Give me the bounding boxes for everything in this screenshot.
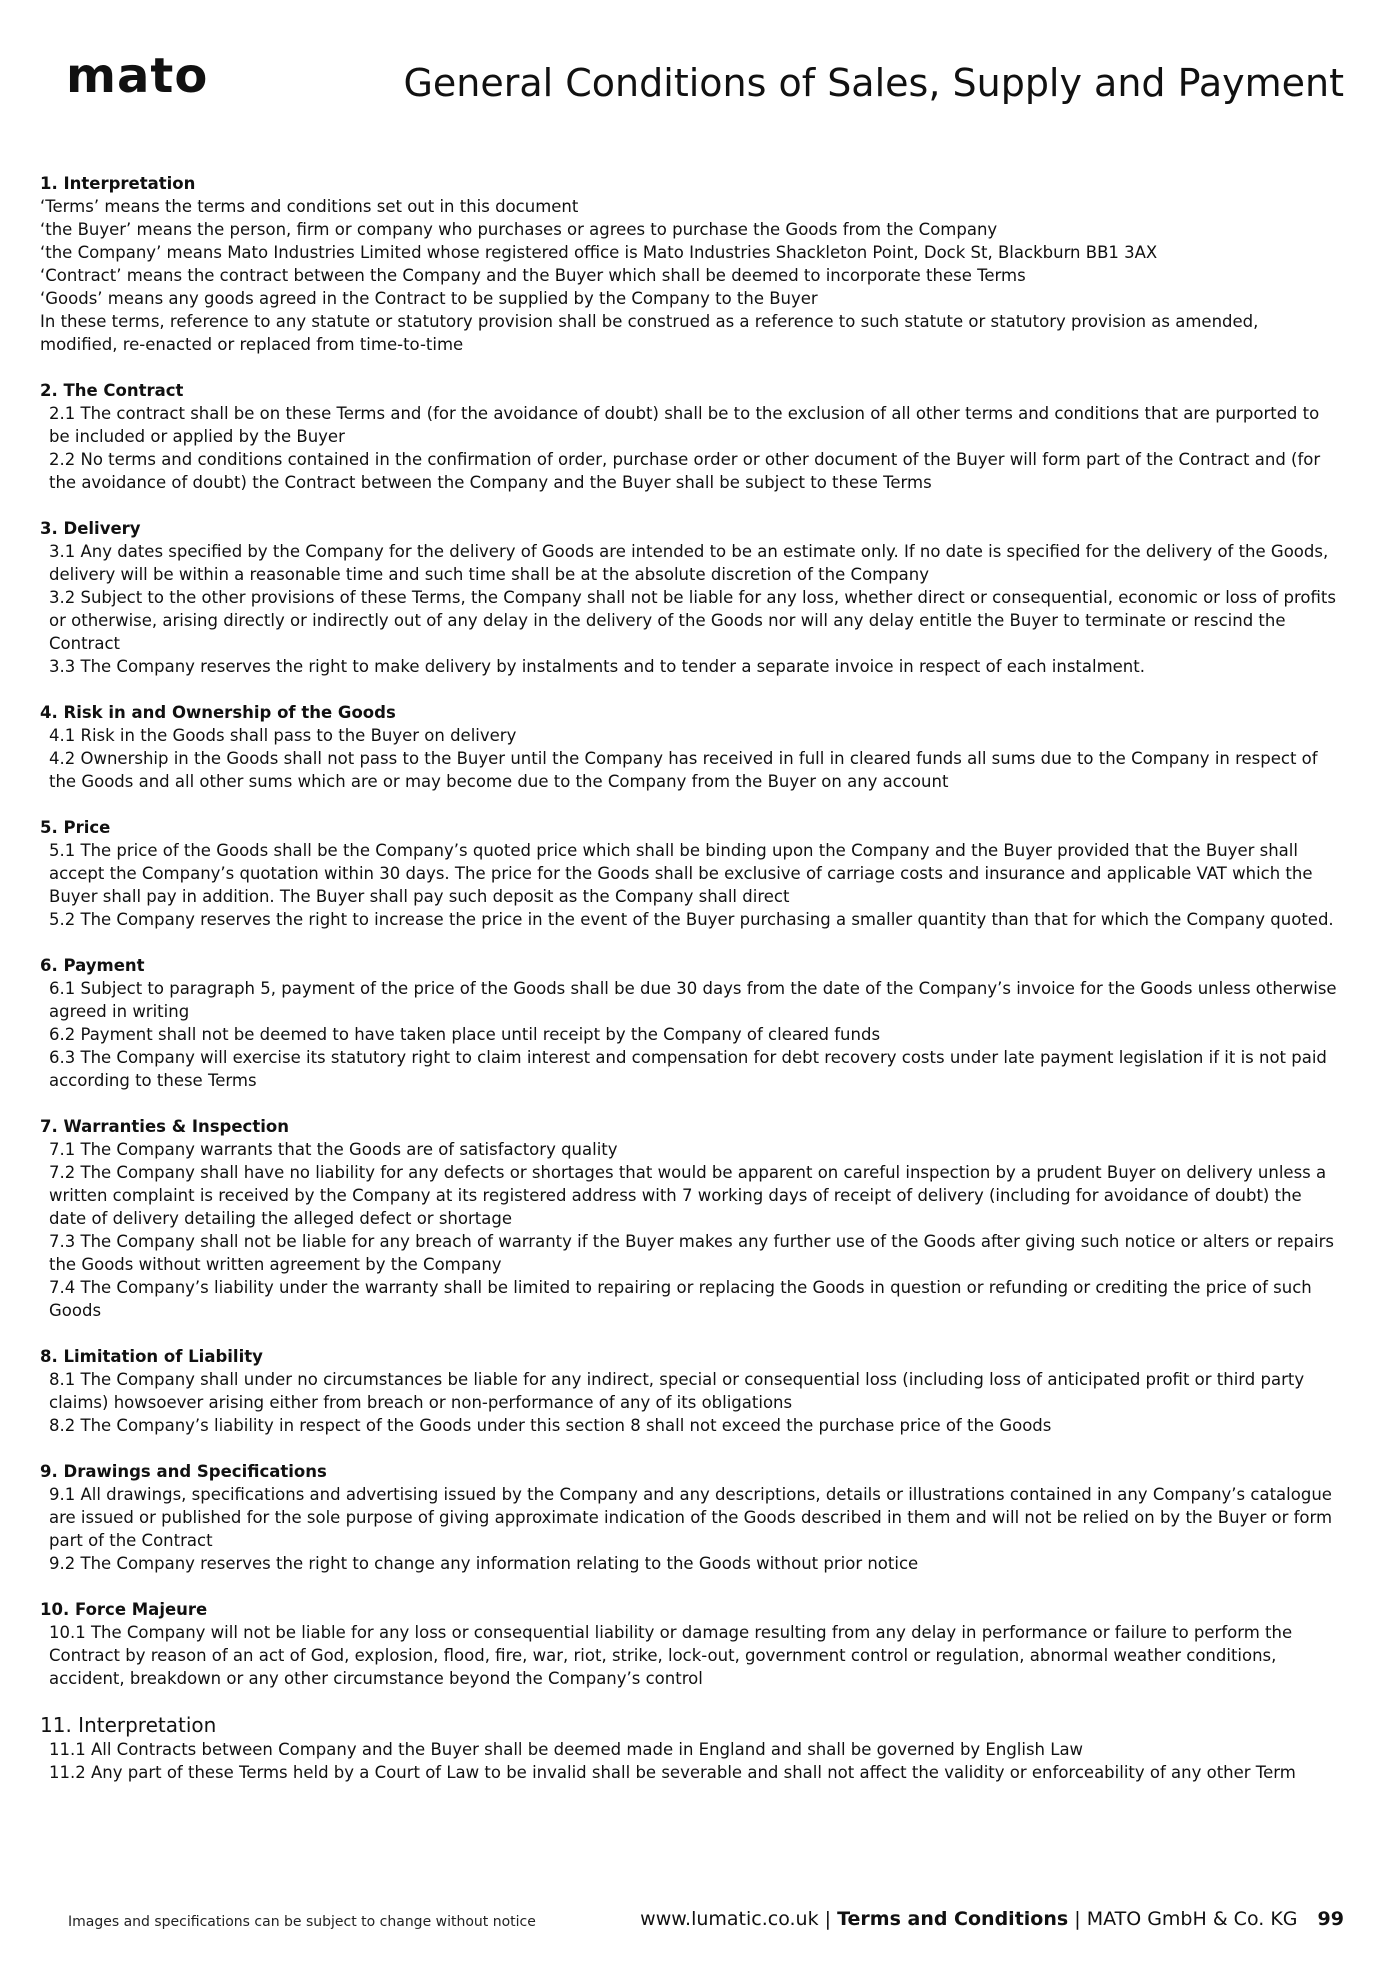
clause: 6.2 Payment shall not be deemed to have taken place until receipt by the Company of cleared funds xyxy=(49,1025,881,1044)
clause: 2.1 The contract shall be on these Terms and (for the avoidance of doubt) shall be to the exclusion of all other terms and conditions that are purported to be included or applied by the Buyer xyxy=(49,404,1320,446)
section-heading: 6. Payment xyxy=(40,956,145,975)
footer-separator: | xyxy=(824,1908,832,1930)
section-heading: 8. Limitation of Liability xyxy=(40,1347,263,1366)
clause: 7.2 The Company shall have no liability for any defects or shortages that would be apparent on careful inspection by a prudent Buyer on delivery unless a written complaint is received by the Company at its registered address with 7 working days of receipt of delivery (including for avoidance of doubt) the date of delivery detailing the alleged defect or shortage xyxy=(49,1163,1327,1228)
clause: 8.2 The Company’s liability in respect of the Goods under this section 8 shall not exceed the purchase price of the Goods xyxy=(49,1416,1052,1435)
clause: 4.2 Ownership in the Goods shall not pass to the Buyer until the Company has received in full in cleared funds all sums due to the Company in respect of the Goods and all other sums which are or may become due to the Company from the Buyer on any account xyxy=(49,749,1318,791)
clause: 3.1 Any dates specified by the Company for the delivery of Goods are intended to be an estimate only. If no date is specified for the delivery of the Goods, delivery will be within a reasonable time and such time shall be at the absolute discretion of the Company xyxy=(49,542,1329,584)
section-drawings xyxy=(40,1460,1340,1575)
footer-separator: | xyxy=(1074,1908,1081,1930)
terms-content xyxy=(40,172,1340,1807)
section-delivery xyxy=(40,517,1340,678)
clause: 8.1 The Company shall under no circumstances be liable for any indirect, special or consequential loss (including loss of anticipated profit or third party claims) howsoever arising either from breach or non-performance of any of its obligations xyxy=(49,1370,1305,1412)
page-number: 99 xyxy=(1317,1908,1344,1930)
clause: 3.2 Subject to the other provisions of these Terms, the Company shall not be liable for any loss, whether direct or consequential, economic or loss of profits or otherwise, arising directly or indirectly out of any delay in the delivery of the Goods nor will any delay entitle the Buyer to terminate or rescind the Contract xyxy=(49,588,1336,653)
section-heading: 2. The Contract xyxy=(40,381,184,400)
clause: 7.3 The Company shall not be liable for any breach of warranty if the Buyer makes any further use of the Goods after giving such notice or alters or repairs the Goods without written agreement by the Company xyxy=(49,1232,1334,1274)
definition: ‘Goods’ means any goods agreed in the Contract to be supplied by the Company to the Buyer xyxy=(40,289,818,308)
definition: In these terms, reference to any statute or statutory provision shall be construed as a reference to such statute or statutory provision as amended, modified, re-enacted or replaced from time-to-time xyxy=(40,312,1259,354)
section-payment xyxy=(40,954,1340,1092)
section-warranties xyxy=(40,1115,1340,1322)
clause: 3.3 The Company reserves the right to make delivery by instalments and to tender a separate invoice in respect of each instalment. xyxy=(49,657,1145,676)
section-price xyxy=(40,816,1340,931)
section-limitation xyxy=(40,1345,1340,1437)
footer-info xyxy=(640,1908,1344,1930)
section-interpretation xyxy=(40,172,1340,356)
section-heading: 1. Interpretation xyxy=(40,174,196,193)
clause: 11.2 Any part of these Terms held by a Court of Law to be invalid shall be severable and shall not affect the validity or enforceability of any other Term xyxy=(49,1763,1296,1782)
clause: 4.1 Risk in the Goods shall pass to the Buyer on delivery xyxy=(49,726,517,745)
footer-website: www.lumatic.co.uk xyxy=(640,1908,819,1930)
clause: 9.1 All drawings, specifications and advertising issued by the Company and any descriptions, details or illustrations contained in any Company’s catalogue are issued or published for the sole purpose of giving approximate indication of the Goods described in them and will not be relied on by the Buyer or form part of the Contract xyxy=(49,1485,1333,1550)
definition: ‘Contract’ means the contract between the Company and the Buyer which shall be deemed to incorporate these Terms xyxy=(40,266,1026,285)
section-interpretation-law xyxy=(40,1713,1340,1784)
definition: ‘Terms’ means the terms and conditions set out in this document xyxy=(40,197,579,216)
footer-company: MATO GmbH & Co. KG xyxy=(1086,1908,1298,1930)
clause: 5.1 The price of the Goods shall be the Company’s quoted price which shall be binding upon the Company and the Buyer provided that the Buyer shall accept the Company’s quotation within 30 days. The price for the Goods shall be exclusive of carriage costs and insurance and applicable VAT which the Buyer shall pay in addition. The Buyer shall pay such deposit as the Company shall direct xyxy=(49,841,1313,906)
clause: 9.2 The Company reserves the right to change any information relating to the Goods without prior notice xyxy=(49,1554,919,1573)
section-heading: 3. Delivery xyxy=(40,519,141,538)
clause: 11.1 All Contracts between Company and the Buyer shall be deemed made in England and shall be governed by English Law xyxy=(49,1740,1084,1759)
section-force-majeure xyxy=(40,1598,1340,1690)
section-heading: 9. Drawings and Specifications xyxy=(40,1462,327,1481)
footer-disclaimer: Images and specifications can be subject to change without notice xyxy=(68,1914,536,1930)
clause: 7.1 The Company warrants that the Goods are of satisfactory quality xyxy=(49,1140,618,1159)
clause: 6.3 The Company will exercise its statutory right to claim interest and compensation for debt recovery costs under late payment legislation if it is not paid according to these Terms xyxy=(49,1048,1327,1090)
section-heading: 4. Risk in and Ownership of the Goods xyxy=(40,703,396,722)
document-title: General Conditions of Sales, Supply and Payment xyxy=(403,61,1344,105)
section-heading: 10. Force Majeure xyxy=(40,1600,208,1619)
clause: 10.1 The Company will not be liable for any loss or consequential liability or damage resulting from any delay in performance or failure to perform the Contract by reason of an act of God, explosion, flood, fire, war, riot, strike, lock-out, government control or regulation, abnormal weather conditions, accident, breakdown or any other circumstance beyond the Company’s control xyxy=(49,1623,1293,1688)
clause: 6.1 Subject to paragraph 5, payment of the price of the Goods shall be due 30 days from the date of the Company’s invoice for the Goods unless otherwise agreed in writing xyxy=(49,979,1337,1021)
clause: 2.2 No terms and conditions contained in the confirmation of order, purchase order or other document of the Buyer will form part of the Contract and (for the avoidance of doubt) the Contract between the Company and the Buyer shall be subject to these Terms xyxy=(49,450,1321,492)
footer-section-name: Terms and Conditions xyxy=(837,1908,1069,1930)
definition: ‘the Buyer’ means the person, firm or company who purchases or agrees to purchase the Goods from the Company xyxy=(40,220,998,239)
definition: ‘the Company’ means Mato Industries Limited whose registered office is Mato Industries Shackleton Point, Dock St, Blackburn BB1 3AX xyxy=(40,243,1158,262)
section-heading: 7. Warranties & Inspection xyxy=(40,1117,289,1136)
section-heading: 11. Interpretation xyxy=(40,1713,217,1737)
section-the-contract xyxy=(40,379,1340,494)
clause: 7.4 The Company’s liability under the warranty shall be limited to repairing or replacing the Goods in question or refunding or crediting the price of such Goods xyxy=(49,1278,1312,1320)
clause: 5.2 The Company reserves the right to increase the price in the event of the Buyer purchasing a smaller quantity than that for which the Company quoted. xyxy=(49,910,1334,929)
section-heading: 5. Price xyxy=(40,818,111,837)
section-risk-ownership xyxy=(40,701,1340,793)
mato-logo: mato xyxy=(66,48,209,104)
